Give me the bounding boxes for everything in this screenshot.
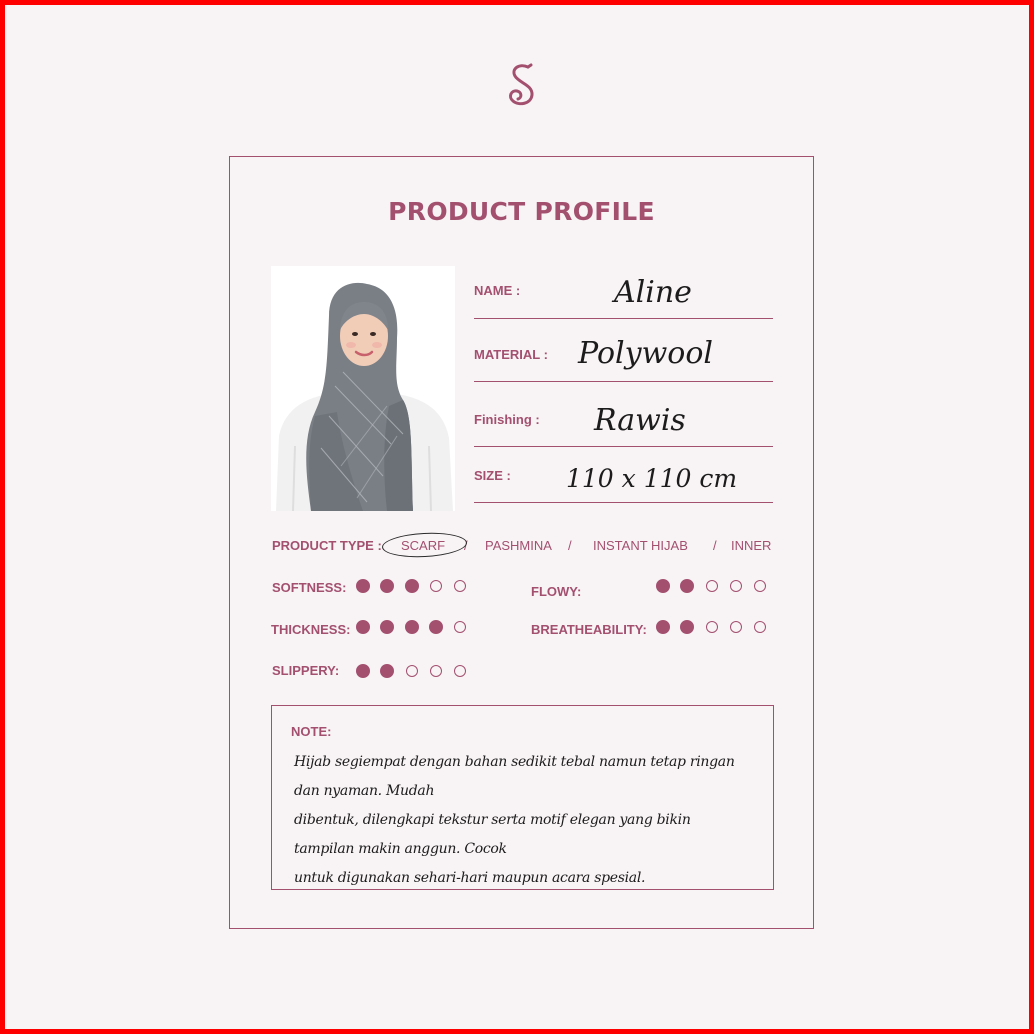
note-label: NOTE: xyxy=(291,724,332,739)
product-type-option-instant-hijab: INSTANT HIJAB xyxy=(593,538,688,553)
finishing-field xyxy=(474,381,773,447)
rating-dot-filled xyxy=(656,620,670,634)
model-wearing-hijab-image xyxy=(271,266,455,511)
rating-dot-filled xyxy=(680,579,694,593)
rating-dot-empty xyxy=(706,580,718,592)
size-value: 110 x 110 cm xyxy=(566,464,738,493)
product-type-separator: / xyxy=(464,538,468,553)
rating-dot-empty xyxy=(430,665,442,677)
rating-dot-empty xyxy=(454,665,466,677)
note-line: Hijab segiempat dengan bahan sedikit tebal namun tetap ringan dan nyaman. Mudah xyxy=(294,754,735,799)
product-type-separator: / xyxy=(713,538,717,553)
rating-dot-filled xyxy=(356,664,370,678)
material-field xyxy=(474,318,773,382)
rating-dot-filled xyxy=(356,579,370,593)
material-label: MATERIAL : xyxy=(474,347,548,362)
rating-dot-empty xyxy=(754,621,766,633)
note-text xyxy=(294,748,754,893)
finishing-label: Finishing : xyxy=(474,412,540,427)
softness-label: SOFTNESS: xyxy=(272,580,347,595)
product-profile-card xyxy=(229,156,814,929)
rating-dot-empty xyxy=(406,665,418,677)
rating-dot-empty xyxy=(730,621,742,633)
page-title: PRODUCT PROFILE xyxy=(388,197,655,226)
breatheability-label: BREATHEABILITY: xyxy=(531,622,647,637)
product-type-option-pashmina: PASHMINA xyxy=(485,538,552,553)
rating-dot-empty xyxy=(454,621,466,633)
size-label: SIZE : xyxy=(474,468,511,483)
rating-dot-filled xyxy=(380,664,394,678)
rating-dot-empty xyxy=(454,580,466,592)
product-type-label: PRODUCT TYPE : xyxy=(272,538,382,553)
rating-dot-empty xyxy=(730,580,742,592)
note-line: dibentuk, dilengkapi tekstur serta motif elegan yang bikin tampilan makin anggun. Cocok xyxy=(294,812,691,857)
rating-dot-empty xyxy=(754,580,766,592)
product-photo xyxy=(271,266,455,511)
slippery-label: SLIPPERY: xyxy=(272,663,340,678)
selected-type-circle xyxy=(381,531,467,559)
product-type-option-scarf: SCARF xyxy=(401,538,446,553)
size-field xyxy=(474,446,773,503)
rating-dot-filled xyxy=(656,579,670,593)
rating-dot-filled xyxy=(356,620,370,634)
rating-dot-empty xyxy=(430,580,442,592)
finishing-value: Rawis xyxy=(594,403,686,438)
product-type-option-inner: INNER xyxy=(731,538,772,553)
rating-dot-filled xyxy=(405,620,419,634)
note-line: untuk digunakan sehari-hari maupun acara spesial. xyxy=(294,870,646,886)
thickness-label: THICKNESS: xyxy=(271,622,351,637)
rating-dot-filled xyxy=(380,620,394,634)
material-value: Polywool xyxy=(578,336,713,371)
rating-dot-filled xyxy=(380,579,394,593)
script-s-logo-icon xyxy=(501,61,543,111)
flowy-label: FLOWY: xyxy=(531,584,582,599)
rating-dot-filled xyxy=(405,579,419,593)
name-label: NAME : xyxy=(474,283,521,298)
product-type-separator: / xyxy=(568,538,572,553)
rating-dot-empty xyxy=(706,621,718,633)
name-value: Aline xyxy=(614,275,692,310)
note-box xyxy=(271,705,774,890)
rating-dot-filled xyxy=(429,620,443,634)
name-field xyxy=(474,261,773,319)
rating-dot-filled xyxy=(680,620,694,634)
